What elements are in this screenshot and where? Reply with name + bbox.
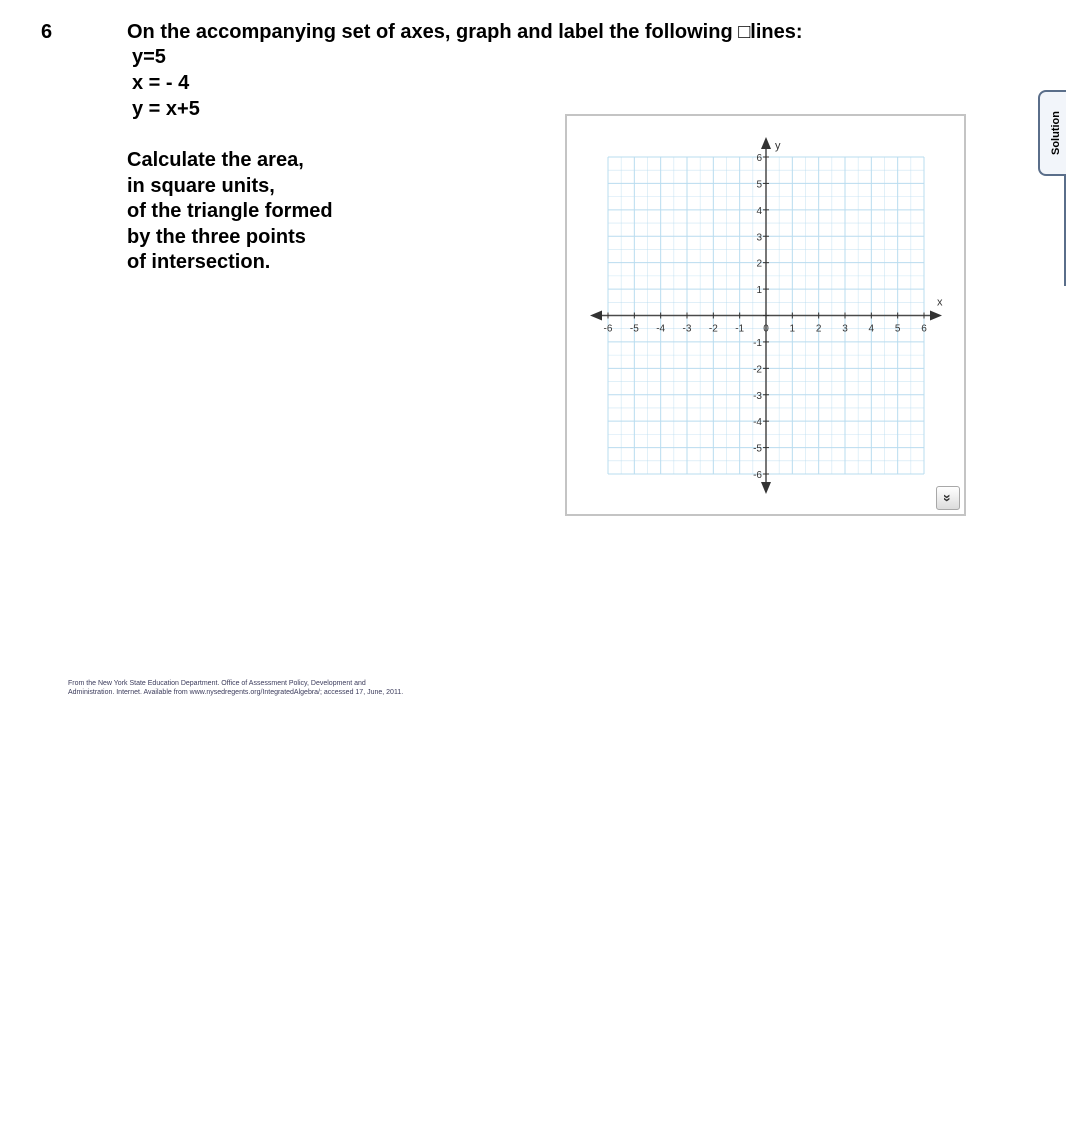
x-tick-label: 0 [763, 323, 769, 335]
y-tick-label: 6 [756, 153, 762, 164]
x-tick-label: 3 [842, 323, 848, 335]
y-tick-label: -2 [753, 364, 762, 376]
x-tick-label: -1 [735, 323, 745, 335]
x-axis-label: x [937, 296, 943, 309]
x-tick-label: -4 [656, 323, 666, 335]
y-tick-label: -1 [753, 337, 762, 349]
x-tick-label: -5 [629, 323, 639, 335]
instruction-line-2: in square units, [127, 174, 275, 197]
instruction-line-3: of the triangle formed [127, 200, 333, 222]
equation-3: y = x+5 [132, 98, 200, 120]
question-prompt: On the accompanying set of axes, graph and label the following □lines: [127, 21, 803, 43]
y-tick-label: -6 [753, 470, 762, 481]
source-citation [68, 679, 403, 697]
y-tick-label: 4 [756, 205, 762, 217]
y-axis-down-arrow [761, 482, 771, 494]
x-tick-label: 1 [789, 323, 796, 335]
y-tick-label: -5 [753, 443, 762, 455]
question-number: 6 [41, 21, 53, 43]
instruction-line-1: Calculate the area, [127, 149, 304, 171]
equation-2: x = - 4 [132, 72, 190, 94]
x-tick-label: 2 [815, 323, 822, 335]
y-tick-label: 1 [756, 285, 762, 297]
solution-tab[interactable] [1038, 90, 1066, 176]
double-chevron-down-icon: » [939, 494, 956, 502]
x-tick-label: 4 [868, 323, 875, 335]
x-tick-label: 5 [894, 323, 901, 335]
citation-line-2: Administration. Internet. Available from www.nysedregents.org/IntegratedAlgebra/; accessed 17, June, 2011. [68, 689, 404, 696]
x-tick-label: 6 [921, 323, 927, 335]
y-axis-label: y [775, 140, 781, 152]
x-tick-label: -3 [682, 323, 692, 335]
y-tick-label: 2 [756, 258, 762, 270]
citation-line-1: From the New York State Education Department. Office of Assessment Policy, Development and [68, 680, 366, 687]
y-tick-label: 3 [756, 232, 762, 244]
x-axis-left-arrow [590, 311, 602, 321]
expand-graph-button[interactable] [936, 486, 960, 510]
y-axis-up-arrow [761, 137, 771, 149]
instruction-line-4: by the three points [127, 225, 306, 248]
solution-tab-label: Solution [1050, 111, 1062, 155]
y-tick-label: -3 [753, 390, 762, 402]
equation-1: y=5 [132, 46, 166, 68]
x-tick-label: -6 [603, 323, 613, 335]
instruction-line-5: of intersection. [127, 251, 271, 273]
y-tick-label: -4 [753, 417, 762, 429]
y-tick-label: 5 [756, 179, 762, 191]
x-tick-label: -2 [708, 323, 718, 335]
x-axis-right-arrow [930, 311, 942, 321]
